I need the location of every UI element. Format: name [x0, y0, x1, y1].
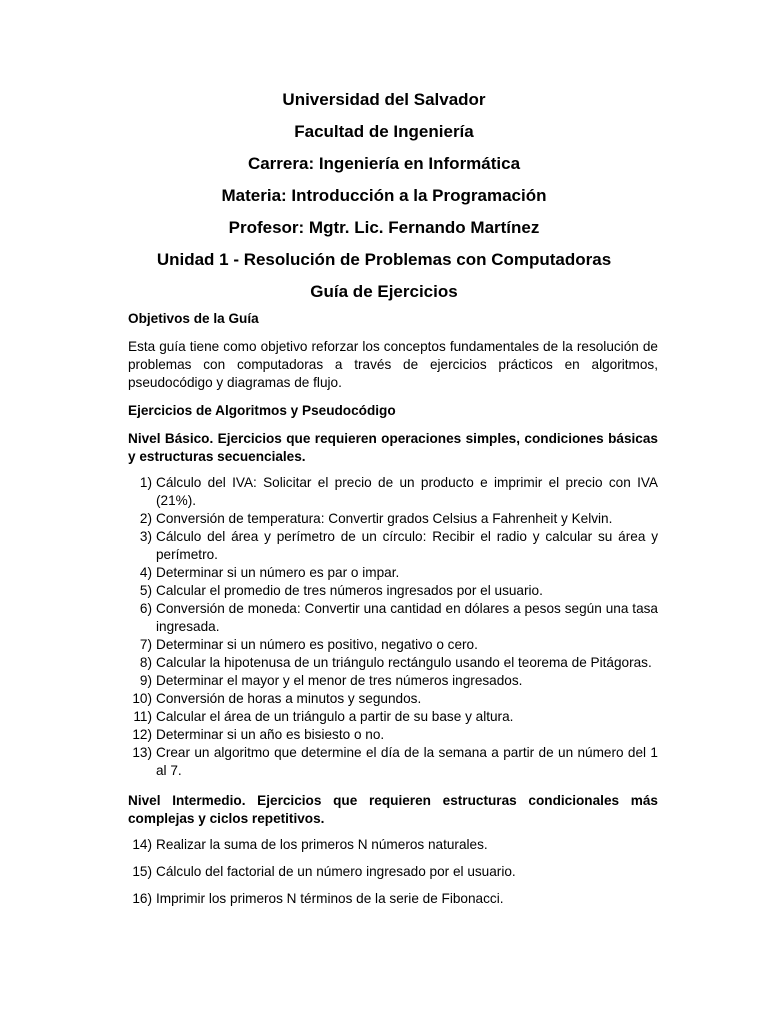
objectives-paragraph: Esta guía tiene como objetivo reforzar los conceptos fundamentales de la resolución de problemas con computadoras a través de ejercicios prácticos en algoritmos, pseudocódigo y diagramas de flujo.	[128, 339, 658, 390]
exercise-item	[128, 744, 658, 780]
university-title: Universidad del Salvador	[282, 90, 486, 109]
exercise-number: 6)	[139, 601, 152, 616]
exercise-item	[128, 582, 658, 600]
exercise-text: Cálculo del IVA: Solicitar el precio de un producto e imprimir el precio con IVA (21%).	[156, 475, 658, 508]
exercise-item	[128, 890, 658, 908]
exercise-text: Calcular el área de un triángulo a partir de su base y altura.	[156, 709, 514, 724]
exercise-text: Determinar si un año es bisiesto o no.	[156, 727, 385, 742]
subject-title: Materia: Introducción a la Programación	[221, 186, 547, 205]
intermediate-level-title: Nivel Intermedio. Ejercicios que requieren estructuras condicionales más complejas y ciclos repetitivos.	[128, 793, 658, 826]
exercise-number: 1)	[139, 475, 152, 490]
professor-title: Profesor: Mgtr. Lic. Fernando Martínez	[228, 218, 540, 237]
exercise-number: 15)	[132, 864, 152, 879]
exercise-text: Conversión de moneda: Convertir una cantidad en dólares a pesos según una tasa ingresada.	[156, 601, 658, 634]
exercise-number: 9)	[139, 673, 152, 688]
faculty-title: Facultad de Ingeniería	[294, 122, 474, 141]
exercise-text: Determinar el mayor y el menor de tres números ingresados.	[156, 673, 523, 688]
exercise-text: Calcular el promedio de tres números ingresados por el usuario.	[156, 583, 543, 598]
exercise-item	[128, 564, 658, 582]
career-title: Carrera: Ingeniería en Informática	[247, 154, 521, 173]
exercise-item	[128, 690, 658, 708]
exercise-item	[128, 863, 658, 881]
objectives-heading: Objetivos de la Guía	[128, 311, 259, 326]
exercise-item	[128, 654, 658, 672]
exercise-number: 10)	[132, 691, 152, 706]
exercise-item	[128, 836, 658, 854]
exercise-number: 13)	[132, 745, 152, 760]
unit-title: Unidad 1 - Resolución de Problemas con Computadoras	[156, 250, 612, 269]
exercise-text: Realizar la suma de los primeros N números naturales.	[156, 837, 488, 852]
exercise-item	[128, 474, 658, 510]
exercises-heading: Ejercicios de Algoritmos y Pseudocódigo	[128, 403, 396, 418]
guide-title: Guía de Ejercicios	[310, 282, 458, 301]
exercise-number: 8)	[139, 655, 152, 670]
exercise-text: Determinar si un número es par o impar.	[156, 565, 400, 580]
exercise-text: Crear un algoritmo que determine el día de la semana a partir de un número del 1 al 7.	[156, 745, 658, 778]
exercise-number: 16)	[132, 891, 152, 906]
exercise-text: Cálculo del factorial de un número ingresado por el usuario.	[156, 864, 516, 879]
basic-exercise-list	[128, 474, 658, 780]
exercise-text: Calcular la hipotenusa de un triángulo rectángulo usando el teorema de Pitágoras.	[156, 655, 652, 670]
exercise-text: Determinar si un número es positivo, negativo o cero.	[156, 637, 478, 652]
exercise-item	[128, 600, 658, 636]
exercise-text: Cálculo del área y perímetro de un círculo: Recibir el radio y calcular su área y perímetro.	[156, 529, 658, 562]
exercise-number: 12)	[132, 727, 152, 742]
exercise-item	[128, 672, 658, 690]
exercise-number: 2)	[139, 511, 152, 526]
exercise-number: 5)	[139, 583, 152, 598]
exercise-number: 11)	[133, 709, 152, 724]
exercise-item	[128, 636, 658, 654]
exercise-text: Imprimir los primeros N términos de la serie de Fibonacci.	[156, 891, 504, 906]
exercise-number: 7)	[139, 637, 152, 652]
exercise-item	[128, 528, 658, 564]
exercise-item	[128, 510, 658, 528]
exercise-item	[128, 708, 658, 726]
document-header	[0, 84, 768, 308]
exercise-number: 14)	[132, 837, 152, 852]
exercise-text: Conversión de temperatura: Convertir grados Celsius a Fahrenheit y Kelvin.	[156, 511, 613, 526]
intermediate-exercise-list	[128, 836, 658, 908]
exercise-number: 3)	[139, 529, 152, 544]
exercise-number: 4)	[139, 565, 152, 580]
basic-level-title: Nivel Básico. Ejercicios que requieren operaciones simples, condiciones básicas y estructuras secuenciales.	[128, 431, 658, 464]
exercise-item	[128, 726, 658, 744]
document-body	[128, 310, 658, 920]
exercise-text: Conversión de horas a minutos y segundos.	[156, 691, 422, 706]
